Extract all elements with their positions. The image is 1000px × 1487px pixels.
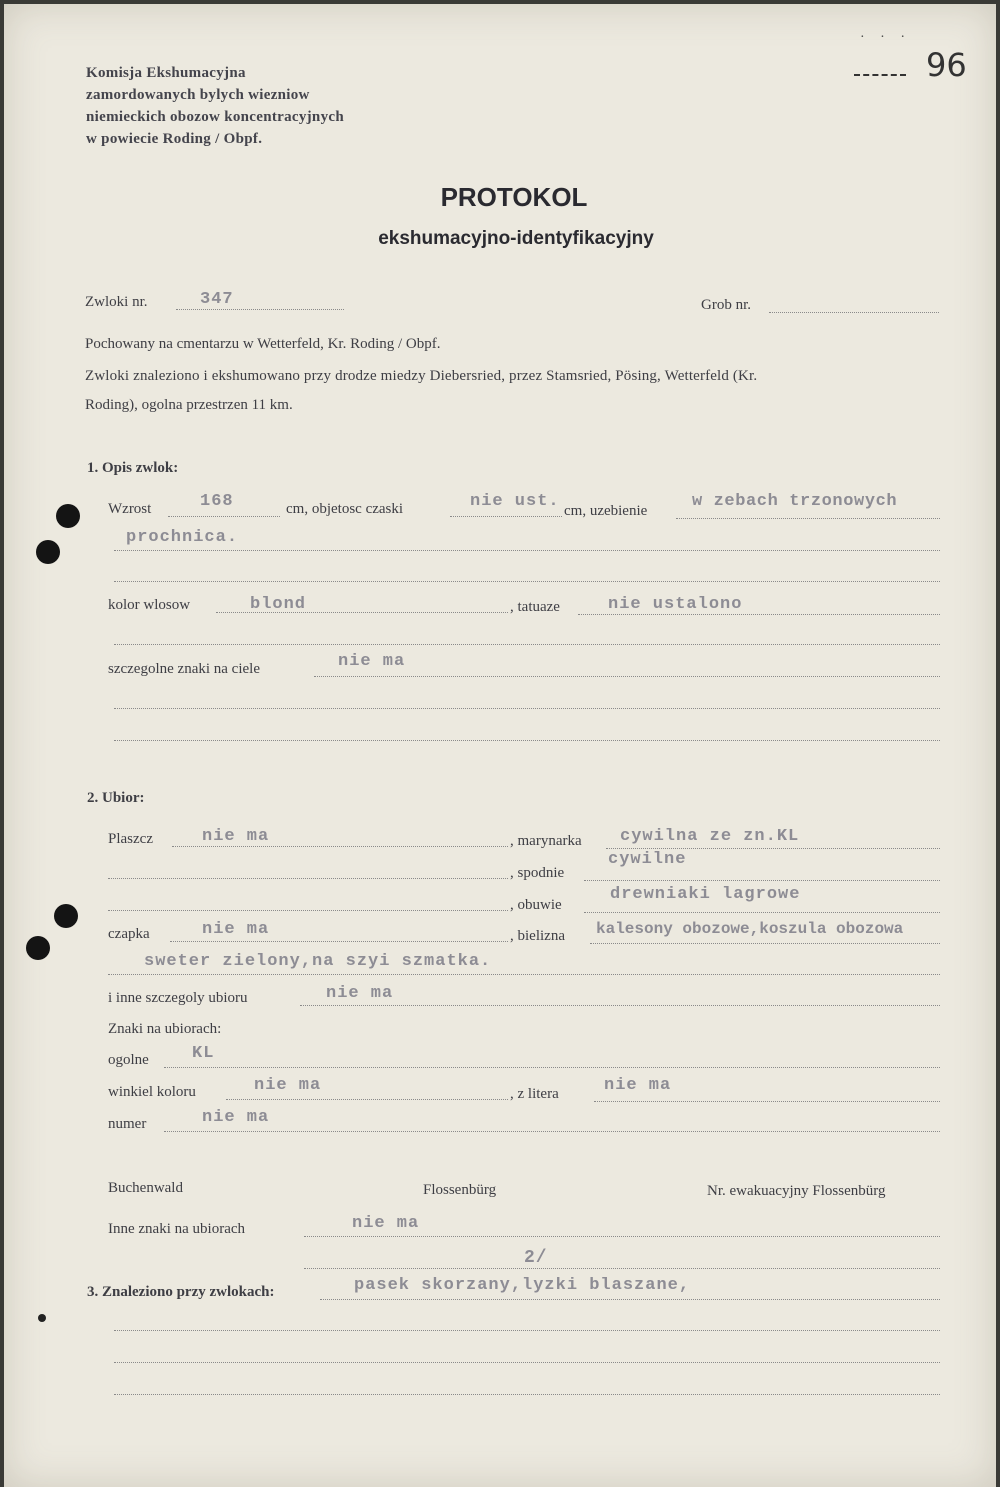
kolor-value: blond: [250, 595, 307, 614]
section2-heading: 2. Ubior:: [87, 790, 145, 806]
inne-znaki-dotline: [304, 1236, 940, 1237]
czaska-dotline: [450, 516, 562, 517]
flossenburg-label: Flossenbürg: [423, 1182, 497, 1198]
marynarka-value: cywilna ze zn.KL: [620, 827, 800, 846]
litera-value: nie ma: [604, 1076, 672, 1095]
section3-heading: 3. Znaleziono przy zwlokach:: [87, 1284, 275, 1300]
punch-hole: [36, 540, 60, 564]
plaszcz-dotline: [172, 846, 508, 847]
blank-dotline-6: [108, 910, 508, 911]
zwloki-value: 347: [200, 290, 234, 309]
znaki-cialo-dotline: [314, 676, 940, 677]
spodnie-value: cywilne: [608, 850, 687, 869]
znaki-cialo-value: nie ma: [338, 652, 406, 671]
section1-heading: 1. Opis zwlok:: [87, 460, 179, 476]
wzrost-dotline: [168, 516, 280, 517]
extra-dotline: [108, 974, 940, 975]
blank-dotline-1: [114, 581, 940, 582]
numer-label: numer: [108, 1116, 147, 1132]
page-number-dash: [854, 74, 906, 76]
inne-znaki-value: nie ma: [352, 1214, 420, 1233]
bielizna-dotline: [590, 943, 940, 944]
grob-dotline: [769, 312, 939, 313]
kolor-label: kolor wlosow: [108, 597, 191, 613]
bielizna-label: , bielizna: [510, 928, 565, 944]
uzebienie-dotline: [676, 518, 940, 519]
obuwie-label: , obuwie: [510, 897, 562, 913]
blank-dotline-8: [114, 1330, 940, 1331]
tatuaze-dotline: [578, 614, 940, 615]
bielizna-value: kalesony obozowe,koszula obozowa: [596, 920, 904, 938]
commission-header: [86, 62, 344, 150]
winkiel-dotline: [226, 1099, 508, 1100]
winkiel-label: winkiel koloru: [108, 1084, 196, 1100]
ogolne-label: ogolne: [108, 1052, 149, 1068]
nr-ewakuacyjny-label: Nr. ewakuacyjny Flossenbürg: [707, 1183, 886, 1199]
znaleziono-text-1: Zwloki znaleziono i ekshumowano przy drodze miedzy Diebersried, przez Stamsried, Pösing, Wetterfeld (Kr.: [85, 368, 758, 384]
header-line-4: w powiecie Roding / Obpf.: [86, 131, 263, 147]
plaszcz-value: nie ma: [202, 827, 270, 846]
inne-ubior-value: nie ma: [326, 984, 394, 1003]
blank-dotline-4: [114, 740, 940, 741]
header-line-2: zamordowanych bylych wiezniow: [86, 87, 310, 103]
czapka-dotline: [170, 941, 508, 942]
wzrost-label: Wzrost: [108, 501, 152, 517]
litera-dotline: [594, 1101, 940, 1102]
inne-znaki-label: Inne znaki na ubiorach: [108, 1221, 246, 1237]
extra-ubior-value: sweter zielony,na szyi szmatka.: [144, 952, 492, 971]
uzebienie-cont-value: prochnica.: [126, 528, 239, 547]
blank-dotline-9: [114, 1362, 940, 1363]
znaki-cialo-label: szczegolne znaki na ciele: [108, 661, 260, 677]
punch-hole: [56, 504, 80, 528]
obuwie-dotline: [584, 912, 940, 913]
winkiel-value: nie ma: [254, 1076, 322, 1095]
decorative-dots: · · ·: [860, 30, 911, 45]
marynarka-label: , marynarka: [510, 833, 582, 849]
wzrost-value: 168: [200, 492, 234, 511]
punch-hole: [26, 936, 50, 960]
tatuaze-value: nie ustalono: [608, 595, 743, 614]
cm-czaska-label: cm, objetosc czaski: [286, 501, 404, 517]
ogolne-dotline: [164, 1067, 940, 1068]
litera-label: , z litera: [510, 1086, 559, 1102]
blank-dotline-5: [108, 878, 508, 879]
blank-dotline-10: [114, 1394, 940, 1395]
numer-dotline: [164, 1131, 940, 1132]
spodnie-dotline: [584, 880, 940, 881]
document-subtitle: ekshumacyjno-identyfikacyjny: [378, 228, 654, 249]
marynarka-dotline: [606, 848, 940, 849]
section3-dotline: [320, 1299, 940, 1300]
punch-hole-small: [38, 1314, 46, 1322]
grob-label: Grob nr.: [701, 297, 751, 313]
plaszcz-label: Plaszcz: [108, 831, 153, 847]
pochowany-text: Pochowany na cmentarzu w Wetterfeld, Kr. Roding / Obpf.: [85, 336, 441, 352]
inne-ubior-label: i inne szczegoly ubioru: [108, 990, 248, 1006]
header-line-3: niemieckich obozow koncentracyjnych: [86, 109, 344, 125]
cm-uzebienie-label: cm, uzebienie: [564, 503, 648, 519]
header-line-1: Komisja Ekshumacyjna: [86, 65, 246, 81]
section3-value: pasek skorzany,lyzki blaszane,: [354, 1276, 691, 1295]
ogolne-value: KL: [192, 1044, 215, 1063]
blank-dotline-7: [304, 1268, 940, 1269]
buchenwald-label: Buchenwald: [108, 1180, 183, 1196]
zwloki-label: Zwloki nr.: [85, 294, 148, 310]
znaki-ubiorach-label: Znaki na ubiorach:: [108, 1021, 222, 1037]
znaleziono-text-2: Roding), ogolna przestrzen 11 km.: [85, 397, 293, 413]
uzebienie-value: w zebach trzonowych: [692, 492, 898, 511]
czapka-value: nie ma: [202, 920, 270, 939]
margin-note: 2/: [524, 1248, 548, 1268]
blank-dotline-2: [114, 644, 940, 645]
numer-value: nie ma: [202, 1108, 270, 1127]
tatuaze-label: , tatuaze: [510, 599, 560, 615]
zwloki-dotline: [176, 309, 344, 310]
inne-ubior-dotline: [300, 1005, 940, 1006]
blank-dotline-3: [114, 708, 940, 709]
document-page: [4, 4, 996, 1487]
document-title: PROTOKOL: [440, 182, 588, 212]
uzebienie-cont-dotline: [114, 550, 940, 551]
czapka-label: czapka: [108, 926, 150, 942]
czaska-value: nie ust.: [470, 492, 560, 511]
punch-hole: [54, 904, 78, 928]
obuwie-value: drewniaki lagrowe: [610, 885, 801, 904]
spodnie-label: , spodnie: [510, 865, 565, 881]
page-number: 96: [926, 46, 967, 84]
